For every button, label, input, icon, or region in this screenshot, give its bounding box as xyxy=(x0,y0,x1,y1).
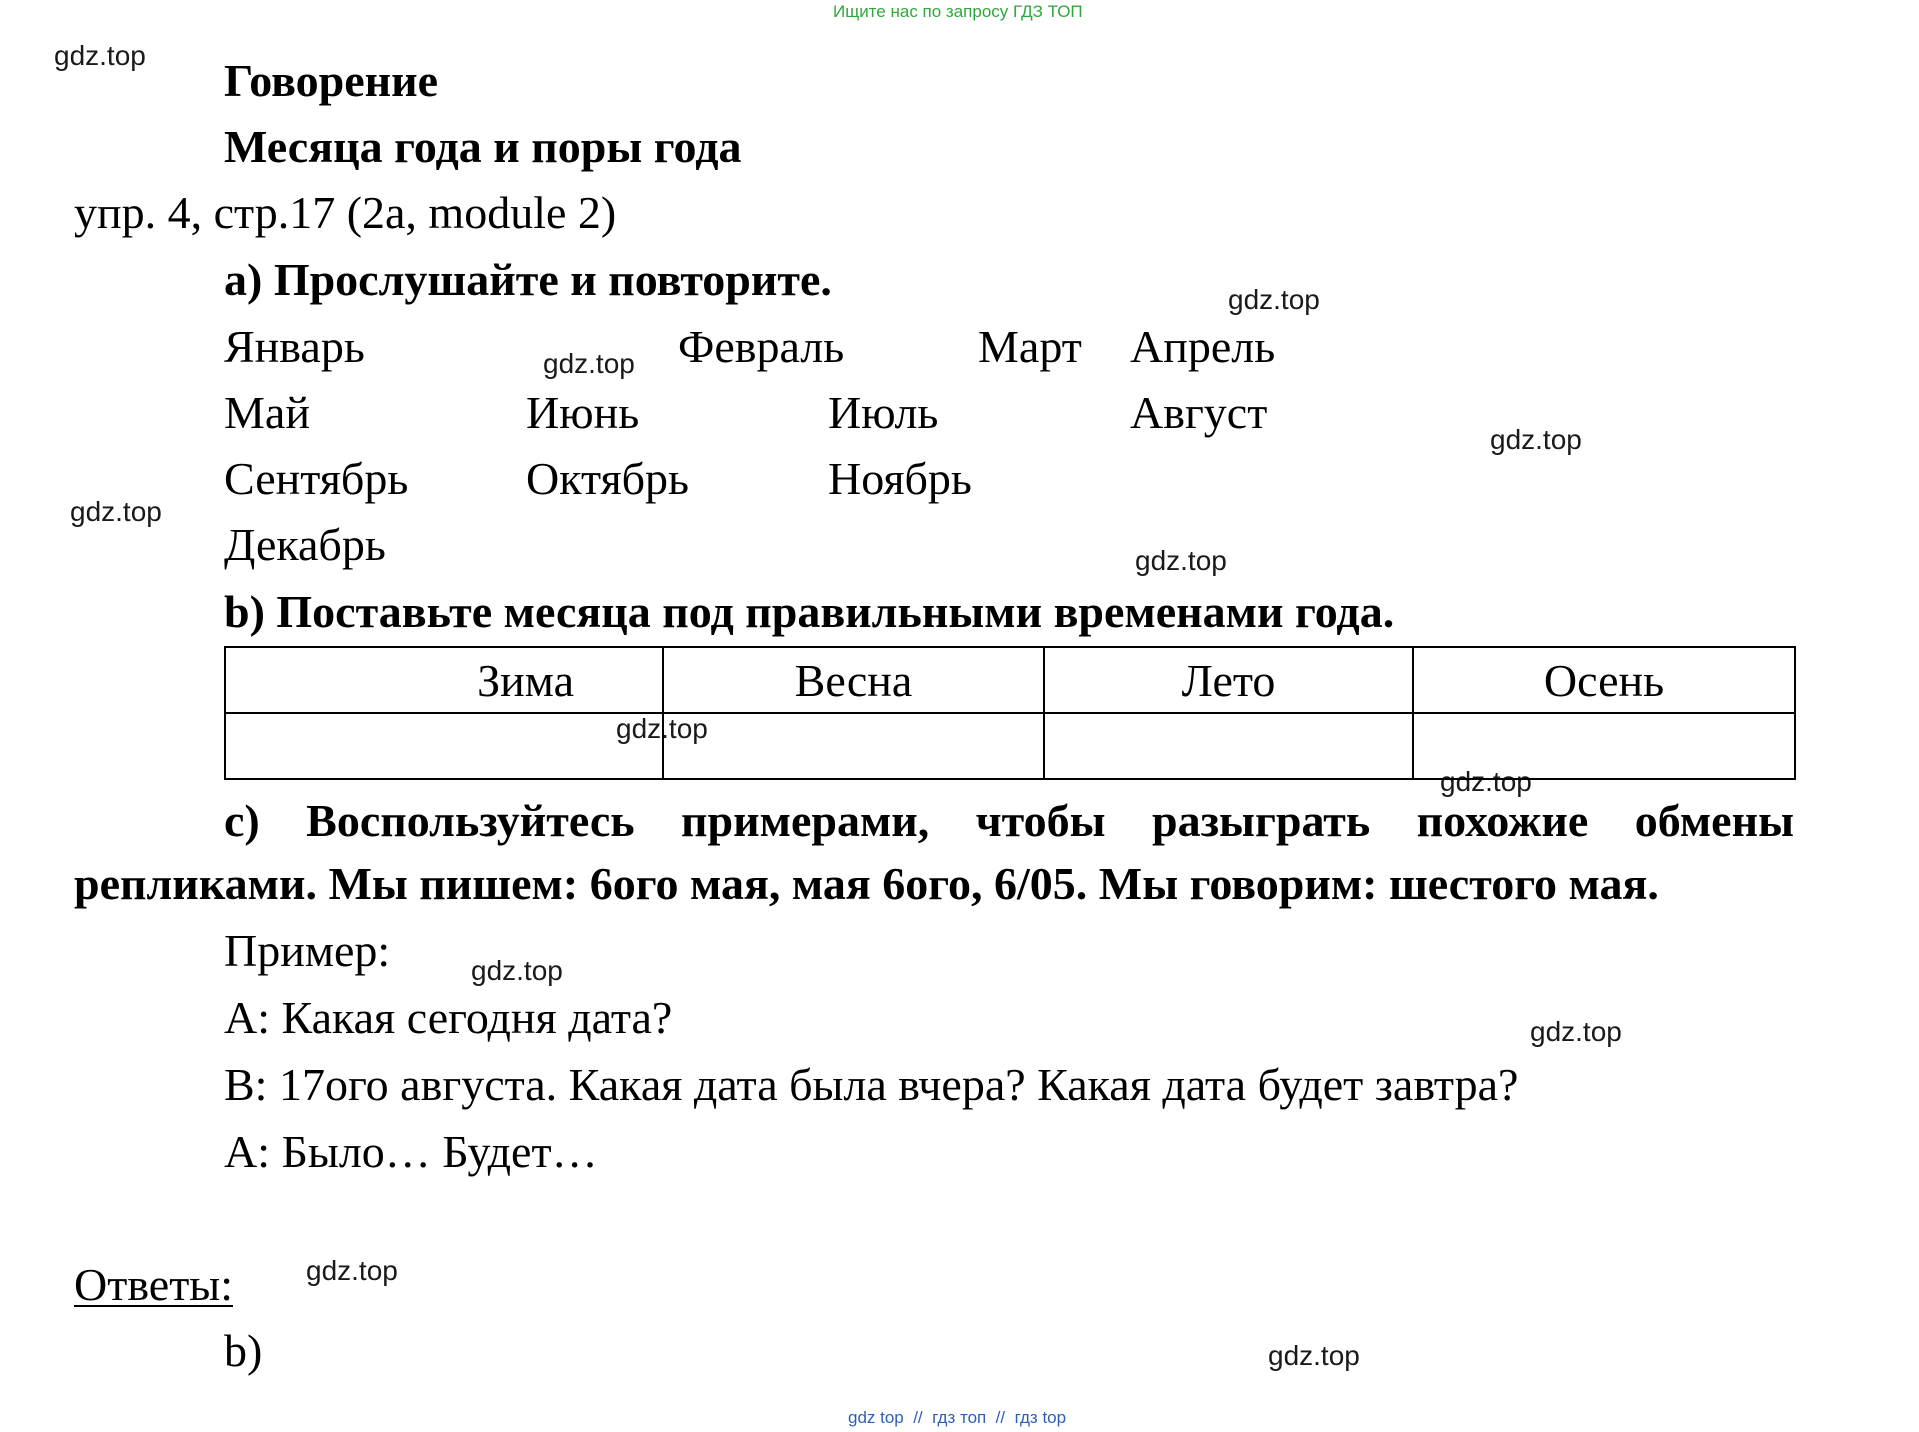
task-c-line2: репликами. Мы пишем: 6ого мая, мая 6ого, 6/05. Мы говорим: шестого мая. xyxy=(74,858,1659,909)
watermark: gdz.top xyxy=(306,1255,398,1286)
seasons-table xyxy=(224,646,1796,780)
table-cell xyxy=(663,713,1044,779)
watermark: gdz.top xyxy=(1490,424,1582,455)
season-header-spring: Весна xyxy=(663,647,1044,713)
watermark: gdz.top xyxy=(54,40,146,71)
answers-label: Ответы: xyxy=(74,1259,233,1310)
watermark: gdz.top xyxy=(1135,545,1227,576)
dialogue-line: B: 17ого августа. Какая дата была вчера? Какая дата будет завтра? xyxy=(224,1059,1519,1110)
watermark: gdz.top xyxy=(1228,284,1320,315)
table-cell xyxy=(1413,713,1795,779)
month: Сентябрь xyxy=(224,453,409,504)
top-banner: Ищите нас по запросу ГДЗ ТОП xyxy=(833,2,1083,21)
table-row xyxy=(225,713,1795,779)
heading-speaking: Говорение xyxy=(224,55,439,106)
month: Январь xyxy=(224,321,365,372)
table-header-row xyxy=(225,647,1795,713)
exercise-reference: упр. 4, стр.17 (2a, module 2) xyxy=(74,187,617,238)
heading-topic: Месяца года и поры года xyxy=(224,121,742,172)
watermark: gdz.top xyxy=(616,713,708,744)
answer-b: b) xyxy=(224,1325,263,1376)
watermark: gdz.top xyxy=(70,496,162,527)
month: Октябрь xyxy=(526,453,689,504)
season-header-summer: Лето xyxy=(1044,647,1413,713)
watermark: gdz.top xyxy=(1530,1016,1622,1047)
season-header-winter: Зима xyxy=(225,647,663,713)
dialogue-line: A: Было… Будет… xyxy=(224,1126,598,1177)
month: Декабрь xyxy=(224,519,386,570)
season-header-autumn: Осень xyxy=(1413,647,1795,713)
dialogue-line: A: Какая сегодня дата? xyxy=(224,992,673,1043)
month: Июль xyxy=(828,387,939,438)
month: Февраль xyxy=(678,321,845,372)
month: Апрель xyxy=(1130,321,1276,372)
table-cell xyxy=(225,713,663,779)
watermark: gdz.top xyxy=(1440,766,1532,797)
watermark: gdz.top xyxy=(471,955,563,986)
month: Август xyxy=(1130,387,1268,438)
example-label: Пример: xyxy=(224,925,391,976)
bottom-banner[interactable]: gdz top // гдз топ // гдз top xyxy=(848,1408,1067,1427)
watermark: gdz.top xyxy=(543,348,635,379)
task-b: b) Поставьте месяца под правильными временами года. xyxy=(224,586,1395,637)
month: Июнь xyxy=(526,387,640,438)
table-cell xyxy=(1044,713,1413,779)
task-c-line1: c) Воспользуйтесь примерами, чтобы разыграть похожие обмены xyxy=(224,795,1794,846)
watermark: gdz.top xyxy=(1268,1340,1360,1371)
month: Май xyxy=(224,387,310,438)
task-a: a) Прослушайте и повторите. xyxy=(224,254,832,305)
month: Ноябрь xyxy=(828,453,972,504)
month: Март xyxy=(978,321,1082,372)
